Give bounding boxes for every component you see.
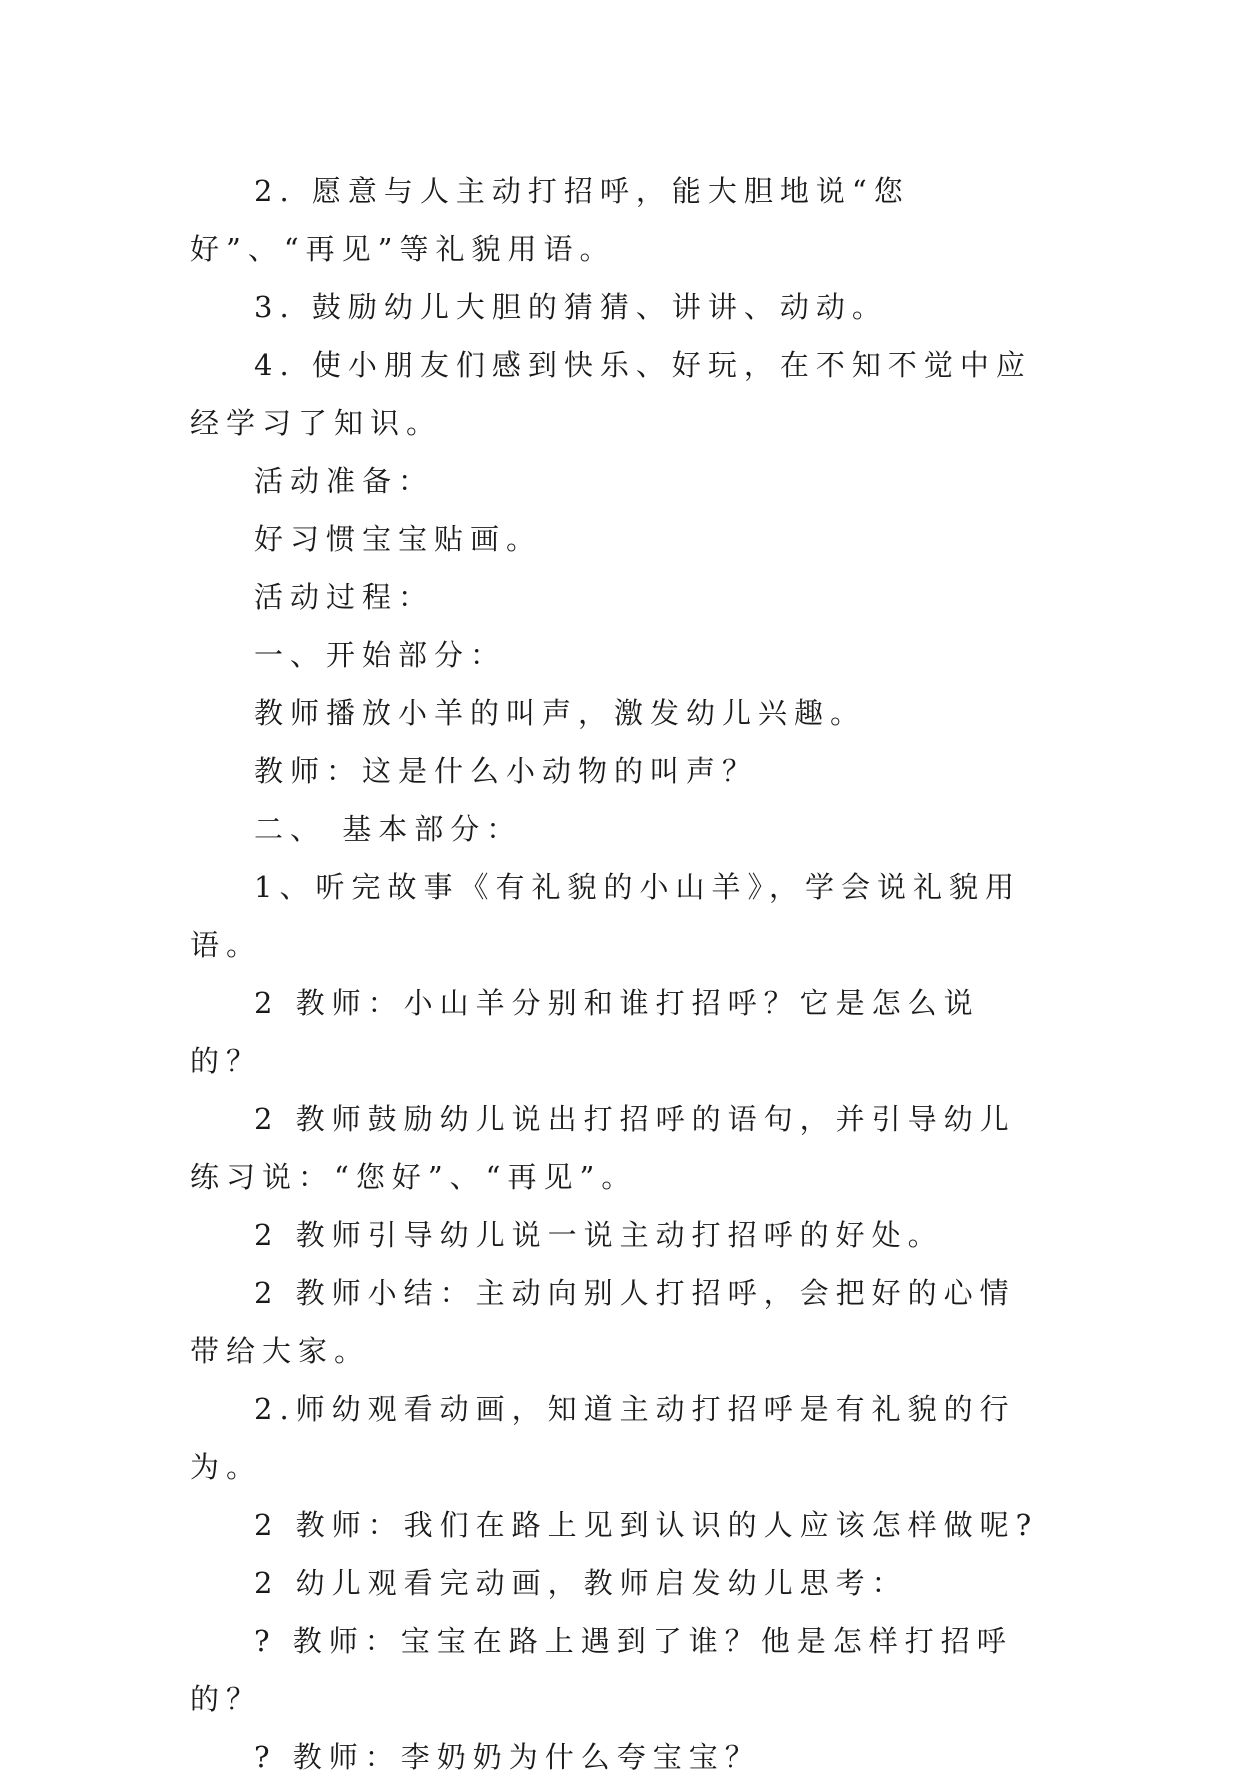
paragraph-step-1-a: 2 教师：小山羊分别和谁打招呼？它是怎么说的？ <box>190 986 980 1078</box>
paragraph-goal-3: 3. 鼓励幼儿大胆的猜猜、讲讲、动动。 <box>254 290 888 324</box>
paragraph-preparation: 好习惯宝宝贴画。 <box>254 522 543 556</box>
paragraph-step-1-d: 2 教师小结：主动向别人打招呼，会把好的心情带给大家。 <box>190 1276 1016 1368</box>
paragraph-part-1-a: 教师播放小羊的叫声，激发幼儿兴趣。 <box>254 696 867 730</box>
heading-process: 活动过程： <box>254 580 435 614</box>
document-body <box>190 162 1050 1786</box>
paragraph-question-2: ? 教师：李奶奶为什么夸宝宝？ <box>254 1740 761 1774</box>
paragraph-step-1: 1、听完故事《有礼貌的小山羊》，学会说礼貌用语。 <box>190 870 1021 962</box>
heading-part-1: 一、开始部分： <box>254 638 507 672</box>
paragraph-step-1-b: 2 教师鼓励幼儿说出打招呼的语句，并引导幼儿练习说：“您好”、“再见”。 <box>190 1102 1016 1194</box>
paragraph-step-2-a: 2 教师：我们在路上见到认识的人应该怎样做呢? <box>254 1508 1039 1542</box>
paragraph-goal-4: 4. 使小朋友们感到快乐、好玩，在不知不觉中应经学习了知识。 <box>190 348 1032 440</box>
paragraph-goal-2: 2. 愿意与人主动打招呼，能大胆地说“您好”、“再见”等礼貌用语。 <box>190 174 910 266</box>
heading-preparation: 活动准备： <box>254 464 435 498</box>
paragraph-step-2-b: 2 幼儿观看完动画，教师启发幼儿思考： <box>254 1566 908 1600</box>
paragraph-step-1-c: 2 教师引导幼儿说一说主动打招呼的好处。 <box>254 1218 944 1252</box>
heading-part-2: 二、 基本部分： <box>254 812 523 846</box>
paragraph-question-1: ? 教师：宝宝在路上遇到了谁？他是怎样打招呼的？ <box>190 1624 1013 1716</box>
paragraph-step-2: 2.师幼观看动画，知道主动打招呼是有礼貌的行为。 <box>190 1392 1016 1484</box>
paragraph-part-1-b: 教师：这是什么小动物的叫声？ <box>254 754 759 788</box>
